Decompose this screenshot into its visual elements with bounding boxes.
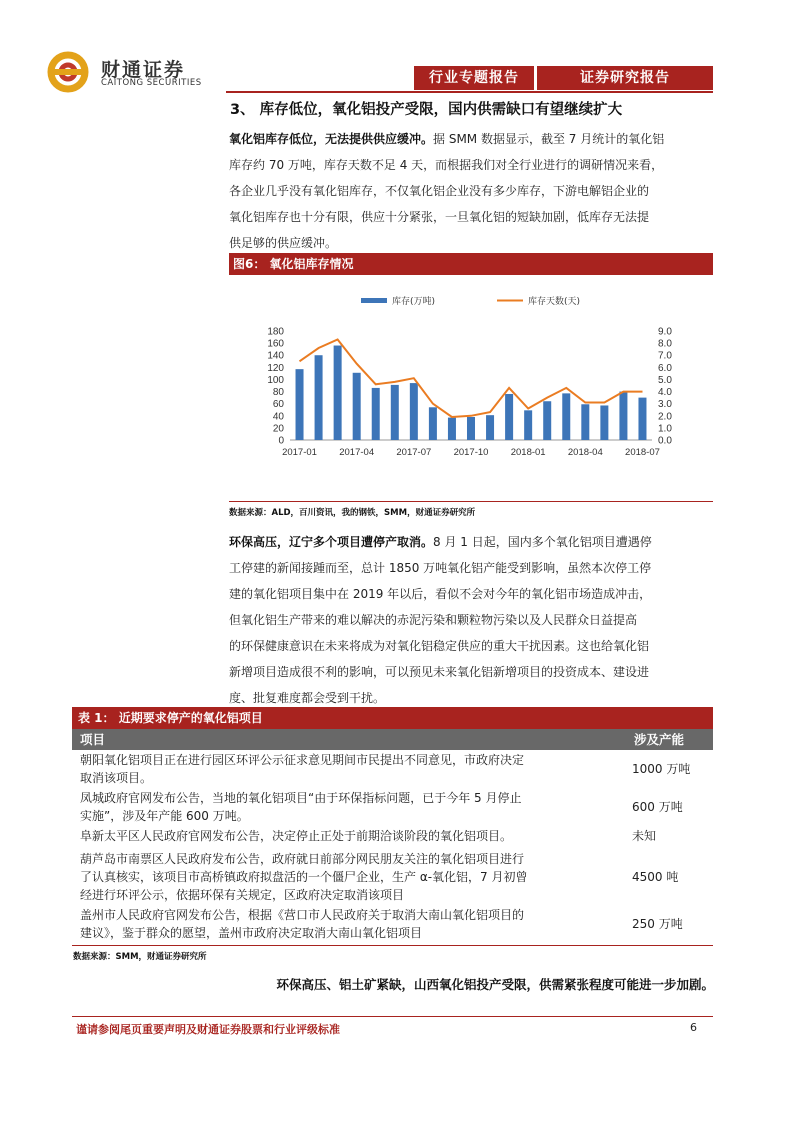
- bar: [334, 346, 342, 440]
- bar: [505, 394, 513, 440]
- x-tick-label: 2018-04: [567, 447, 603, 458]
- table-cell-capacity: 600 万吨: [632, 800, 683, 814]
- y-right-tick-label: 8.0: [658, 338, 672, 350]
- y-right-tick-label: 7.0: [658, 350, 672, 362]
- y-right-tick-label: 6.0: [658, 362, 672, 374]
- table-cell-capacity: 未知: [632, 829, 657, 843]
- page-number: 6: [690, 1021, 697, 1034]
- cell-line: 朝阳氧化铝项目正在进行园区环评公示征求意见期间市民提出不同意见，市政府决定: [80, 753, 525, 767]
- bar: [391, 385, 399, 440]
- y-right-tick-label: 3.0: [658, 399, 672, 411]
- inventory-chart: [229, 275, 713, 500]
- table-cell-project: [80, 906, 625, 942]
- y-right-tick-label: 0.0: [658, 435, 672, 447]
- table-cell-project: [80, 827, 625, 845]
- x-tick-label: 2017-01: [282, 447, 317, 458]
- line-series-days: [300, 340, 643, 418]
- figure-source: 数据来源：ALD，百川资讯，我的钢铁，SMM，财通证券研究所: [229, 508, 476, 518]
- table-cell-capacity: 250 万吨: [632, 917, 683, 931]
- para-line: 氧化铝库存也十分有限，供应十分紧张，一旦氧化铝的短缺加剧，低库存无法提: [229, 210, 650, 224]
- y-right-tick-label: 4.0: [658, 387, 672, 399]
- x-tick-label: 2018-01: [510, 447, 546, 458]
- footer-divider: [72, 1016, 713, 1017]
- logo-text-cn: 财通证券: [101, 59, 186, 81]
- bar: [619, 392, 627, 440]
- para-line: 建的氧化铝项目集中在 2019 年以后，看似不会对今年的氧化铝市场造成冲击，: [229, 587, 652, 601]
- y-left-tick-label: 60: [272, 399, 284, 411]
- cell-line: 经进行环评公示，依据环保有关规定，区政府决定取消该项目: [80, 888, 405, 902]
- paragraph-inventory: [229, 126, 714, 256]
- table-header-project: 项目: [80, 732, 106, 747]
- cell-line: 建议》，鉴于群众的愿望，盖州市政府决定取消大南山氧化铝项目: [80, 926, 423, 940]
- bar: [448, 418, 456, 440]
- header-tab-industry-report: 行业专题报告: [414, 66, 534, 90]
- table-cell-capacity: 1000 万吨: [632, 762, 691, 776]
- paragraph-environment: [229, 529, 714, 711]
- bar: [410, 383, 418, 440]
- chart-line: [300, 340, 643, 418]
- cell-line: 了认真核实，该项目市高桥镇政府拟盘活的一个僵尸企业，生产 α-氧化铝，7 月初曾: [80, 870, 528, 884]
- legend-label-days: 库存天数(天): [528, 297, 581, 307]
- x-tick-label: 2017-07: [396, 447, 432, 458]
- bar: [315, 355, 323, 440]
- y-left-tick-label: 20: [272, 423, 284, 435]
- chart-legend: [361, 295, 580, 307]
- y-left-tick-label: 160: [267, 338, 284, 350]
- y-right-tick-label: 2.0: [658, 411, 672, 423]
- x-tick-label: 2017-04: [339, 447, 375, 458]
- para-line: 8 月 1 日起，国内多个氧化铝项目遭遇停: [433, 535, 652, 549]
- bar: [562, 393, 570, 440]
- closing-statement: 环保高压、铝土矿紧缺，山西氧化铝投产受限，供需紧张程度可能进一步加剧。: [276, 977, 714, 992]
- y-right-tick-label: 9.0: [658, 326, 672, 338]
- y-right-tick-label: 5.0: [658, 374, 672, 386]
- chart-bars: [296, 346, 647, 440]
- table-header-capacity: 涉及产能: [634, 732, 685, 747]
- cell-line: 实施”，涉及年产能 600 万吨。: [80, 809, 249, 823]
- footer-disclaimer: 谨请参阅尾页重要声明及财通证券股票和行业评级标准: [76, 1023, 340, 1036]
- y-left-tick-label: 100: [267, 374, 284, 386]
- table-row: [72, 850, 713, 904]
- para-line: 各企业几乎没有氧化铝库存，不仅氧化铝企业没有多少库存，下游电解铝企业的: [229, 184, 650, 198]
- table-row: [72, 789, 713, 825]
- paragraph-environment-lead: 环保高压，辽宁多个项目遭停产取消。: [229, 535, 434, 549]
- para-line: 但氧化铝生产带来的难以解决的赤泥污染和颗粒物污染以及人民群众日益提高: [229, 613, 638, 627]
- bar: [429, 407, 437, 440]
- bar: [638, 398, 646, 440]
- bar: [467, 417, 475, 440]
- table-row: [72, 906, 713, 942]
- bar: [486, 415, 494, 440]
- table-cell-project: [80, 789, 625, 825]
- table-source: 数据来源：SMM，财通证券研究所: [73, 952, 207, 962]
- cell-line: 取消该项目。: [80, 771, 153, 785]
- logo-text-en: CAITONG SECURITIES: [101, 78, 202, 88]
- x-tick-label: 2017-10: [453, 447, 489, 458]
- y-left-tick-label: 120: [267, 362, 284, 374]
- header-tab-research-report: 证券研究报告: [537, 66, 713, 90]
- bar: [600, 405, 608, 440]
- para-line: 供足够的供应缓冲。: [229, 236, 338, 250]
- para-line: 的环保健康意识在未来将成为对氧化铝稳定供应的重大干扰因素。这也给氧化铝: [229, 639, 650, 653]
- figure-caption: 图6： 氧化铝库存情况: [229, 253, 713, 275]
- figure-divider: [229, 501, 713, 502]
- section-title: 3、 库存低位，氧化铝投产受限，国内供需缺口有望继续扩大: [230, 102, 623, 118]
- table-cell-project: [80, 751, 625, 787]
- bar: [353, 373, 361, 440]
- bar: [581, 404, 589, 440]
- table-divider: [72, 945, 713, 946]
- y-left-tick-label: 0: [278, 435, 284, 447]
- table-row: [72, 751, 713, 787]
- bar: [543, 401, 551, 440]
- header-divider: [226, 91, 713, 93]
- table-cell-project: [80, 850, 625, 904]
- bar: [524, 410, 532, 440]
- x-tick-label: 2018-07: [625, 447, 660, 458]
- cell-line: 阜新太平区人民政府官网发布公告，决定停止正处于前期洽谈阶段的氧化铝项目。: [80, 829, 513, 843]
- cell-line: 葫芦岛市南票区人民政府发布公告，政府就日前部分网民朋友关注的氧化铝项目进行: [80, 852, 525, 866]
- bar: [296, 369, 304, 440]
- cell-line: 凤城政府官网发布公告，当地的氧化铝项目“由于环保指标问题，已于今年 5 月停止: [80, 791, 522, 805]
- table-header: [72, 729, 713, 750]
- y-left-tick-label: 140: [267, 350, 284, 362]
- para-line: 度、批复难度都会受到干扰。: [229, 691, 386, 705]
- y-left-tick-label: 80: [272, 387, 284, 399]
- cell-line: 盖州市人民政府官网发布公告，根据《营口市人民政府关于取消大南山氧化铝项目的: [80, 908, 525, 922]
- table-caption: 表 1： 近期要求停产的氧化铝项目: [72, 707, 713, 729]
- y-left-tick-label: 180: [267, 326, 284, 338]
- para-line: 工停建的新闻接踵而至，总计 1850 万吨氧化铝产能受到影响，虽然本次停工停: [229, 561, 652, 575]
- y-right-tick-label: 1.0: [658, 423, 672, 435]
- table-row: [72, 827, 713, 847]
- y-left-tick-label: 40: [272, 411, 284, 423]
- paragraph-inventory-lead: 氧化铝库存低位，无法提供供应缓冲。: [229, 132, 434, 146]
- legend-swatch-inventory: [361, 298, 387, 303]
- para-line: 库存约 70 万吨，库存天数不足 4 天，而根据我们对全行业进行的调研情况来看，: [229, 158, 664, 172]
- para-line: 据 SMM 数据显示，截至 7 月统计的氧化铝: [433, 132, 665, 146]
- bar: [372, 388, 380, 440]
- para-line: 新增项目造成很不利的影响，可以预见未来氧化铝新增项目的投资成本、建设进: [229, 665, 650, 679]
- table-cell-capacity: 4500 吨: [632, 870, 679, 884]
- legend-label-inventory: 库存(万吨): [392, 297, 436, 307]
